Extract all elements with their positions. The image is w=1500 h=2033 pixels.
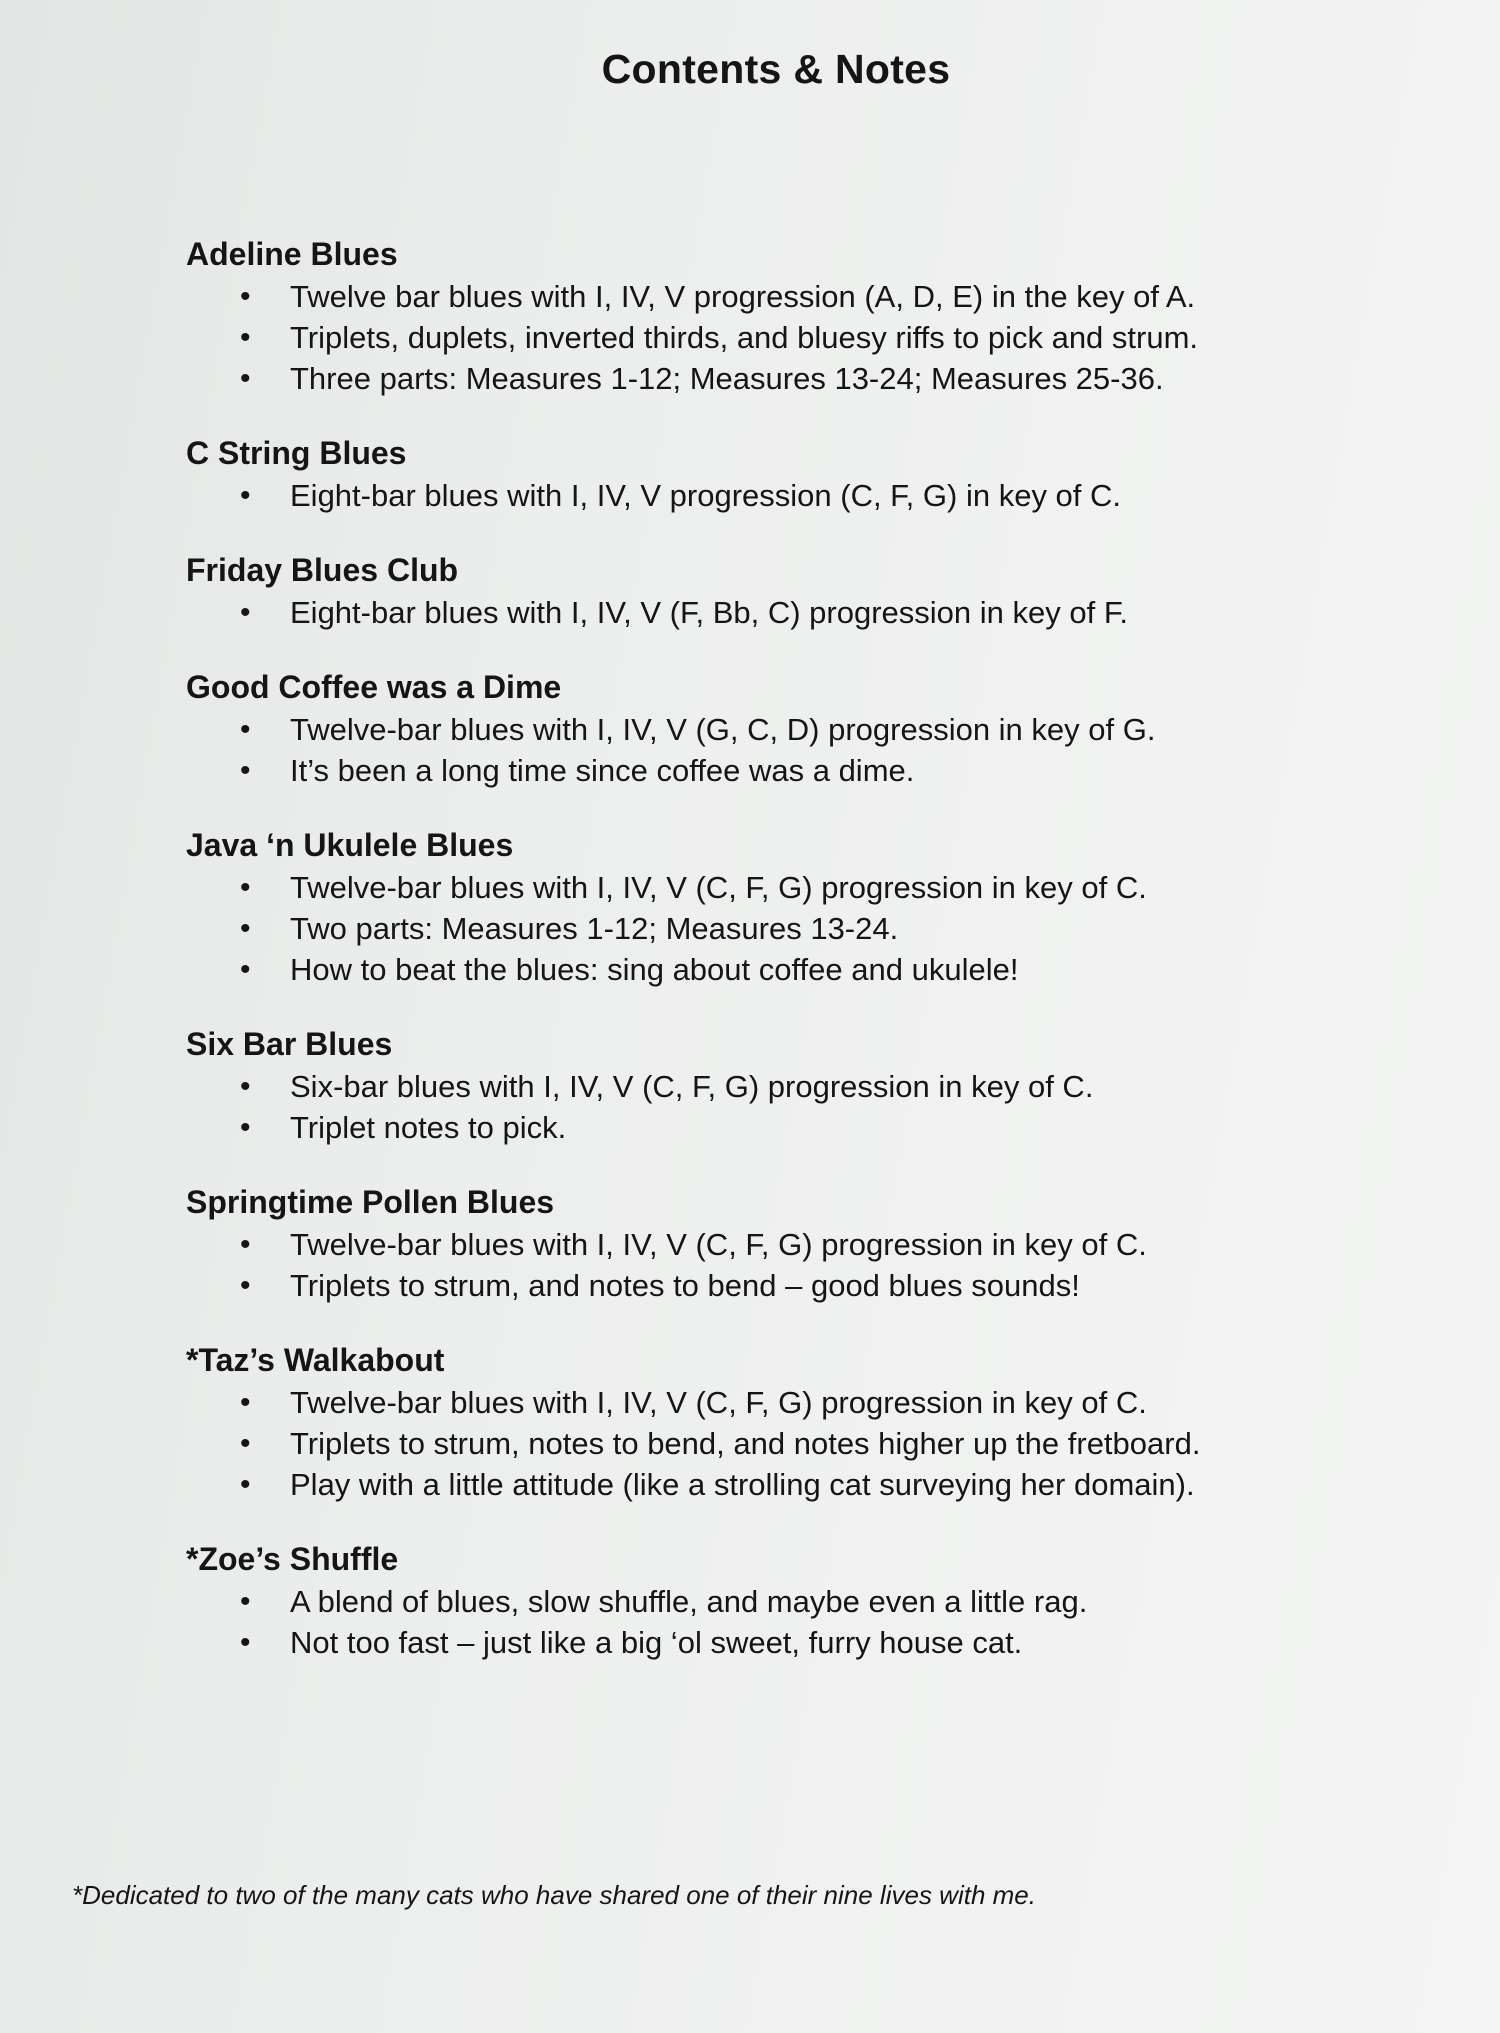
note-item	[186, 358, 1406, 399]
bullet-icon: •	[240, 713, 251, 746]
note-item	[186, 475, 1406, 516]
notes-list	[186, 709, 1406, 791]
note-item	[186, 1382, 1406, 1423]
section-title: Adeline Blues	[186, 236, 398, 272]
notes-list	[186, 1224, 1406, 1306]
bullet-icon: •	[240, 871, 251, 904]
note-item	[186, 1066, 1406, 1107]
note-text: Twelve-bar blues with I, IV, V (G, C, D) progression in key of G.	[290, 712, 1156, 747]
note-item	[186, 867, 1406, 908]
bullet-icon: •	[240, 1228, 251, 1261]
note-text: Six-bar blues with I, IV, V (C, F, G) progression in key of C.	[290, 1069, 1094, 1104]
bullet-icon: •	[240, 1111, 251, 1144]
note-item	[186, 1265, 1406, 1306]
note-item	[186, 1464, 1406, 1505]
notes-list	[186, 475, 1406, 516]
note-text: Eight-bar blues with I, IV, V (F, Bb, C) progression in key of F.	[290, 595, 1128, 630]
note-text: Triplet notes to pick.	[290, 1110, 567, 1145]
bullet-icon: •	[240, 596, 251, 629]
notes-list	[186, 1066, 1406, 1148]
bullet-icon: •	[240, 754, 251, 787]
note-text: Triplets to strum, notes to bend, and notes higher up the fretboard.	[290, 1426, 1201, 1461]
dedication-footnote: *Dedicated to two of the many cats who have shared one of their nine lives with me.	[72, 1880, 1036, 1910]
section-six-bar-blues	[186, 1022, 1406, 1148]
note-text: Twelve-bar blues with I, IV, V (C, F, G) progression in key of C.	[290, 870, 1147, 905]
section-title: *Taz’s Walkabout	[186, 1342, 445, 1378]
note-text: How to beat the blues: sing about coffee and ukulele!	[290, 952, 1019, 987]
note-item	[186, 750, 1406, 791]
note-text: Twelve-bar blues with I, IV, V (C, F, G) progression in key of C.	[290, 1385, 1147, 1420]
notes-list	[186, 1382, 1406, 1505]
section-friday-blues-club	[186, 548, 1406, 633]
bullet-icon: •	[240, 1626, 251, 1659]
note-text: Twelve bar blues with I, IV, V progression (A, D, E) in the key of A.	[290, 279, 1196, 314]
note-text: Three parts: Measures 1-12; Measures 13-24; Measures 25-36.	[290, 361, 1164, 396]
section-title: Java ‘n Ukulele Blues	[186, 827, 514, 863]
bullet-icon: •	[240, 362, 251, 395]
note-item	[186, 592, 1406, 633]
bullet-icon: •	[240, 1070, 251, 1103]
section-title: C String Blues	[186, 435, 407, 471]
notes-list	[186, 276, 1406, 399]
bullet-icon: •	[240, 1468, 251, 1501]
note-text: Twelve-bar blues with I, IV, V (C, F, G) progression in key of C.	[290, 1227, 1147, 1262]
bullet-icon: •	[240, 479, 251, 512]
note-item	[186, 317, 1406, 358]
section-title: Friday Blues Club	[186, 552, 459, 588]
note-item	[186, 1622, 1406, 1663]
note-item	[186, 1107, 1406, 1148]
bullet-icon: •	[240, 1269, 251, 1302]
note-item	[186, 1581, 1406, 1622]
note-item	[186, 1423, 1406, 1464]
note-item	[186, 276, 1406, 317]
note-text: Triplets, duplets, inverted thirds, and bluesy riffs to pick and strum.	[290, 320, 1199, 355]
note-item	[186, 949, 1406, 990]
notes-list	[186, 867, 1406, 990]
section-title: Springtime Pollen Blues	[186, 1184, 555, 1220]
bullet-icon: •	[240, 1585, 251, 1618]
note-item	[186, 709, 1406, 750]
note-text: A blend of blues, slow shuffle, and maybe even a little rag.	[290, 1584, 1088, 1619]
notes-list	[186, 1581, 1406, 1663]
section-tazs-walkabout	[186, 1338, 1406, 1505]
section-title: *Zoe’s Shuffle	[186, 1541, 399, 1577]
note-item	[186, 1224, 1406, 1265]
note-text: Not too fast – just like a big ‘ol sweet, furry house cat.	[290, 1625, 1023, 1660]
note-text: Triplets to strum, and notes to bend – good blues sounds!	[290, 1268, 1080, 1303]
note-text: Play with a little attitude (like a strolling cat surveying her domain).	[290, 1467, 1195, 1502]
bullet-icon: •	[240, 953, 251, 986]
note-text: Eight-bar blues with I, IV, V progression (C, F, G) in key of C.	[290, 478, 1122, 513]
notes-list	[186, 592, 1406, 633]
section-java-n-ukulele-blues	[186, 823, 1406, 990]
bullet-icon: •	[240, 280, 251, 313]
contents-list	[186, 232, 1406, 1695]
note-item	[186, 908, 1406, 949]
section-zoes-shuffle	[186, 1537, 1406, 1663]
page-title: Contents & Notes	[601, 46, 951, 92]
bullet-icon: •	[240, 321, 251, 354]
note-text: Two parts: Measures 1-12; Measures 13-24.	[290, 911, 899, 946]
bullet-icon: •	[240, 1386, 251, 1419]
section-good-coffee-was-a-dime	[186, 665, 1406, 791]
bullet-icon: •	[240, 1427, 251, 1460]
bullet-icon: •	[240, 912, 251, 945]
section-springtime-pollen-blues	[186, 1180, 1406, 1306]
section-title: Six Bar Blues	[186, 1026, 393, 1062]
section-adeline-blues	[186, 232, 1406, 399]
section-title: Good Coffee was a Dime	[186, 669, 562, 705]
section-c-string-blues	[186, 431, 1406, 516]
note-text: It’s been a long time since coffee was a dime.	[290, 753, 915, 788]
